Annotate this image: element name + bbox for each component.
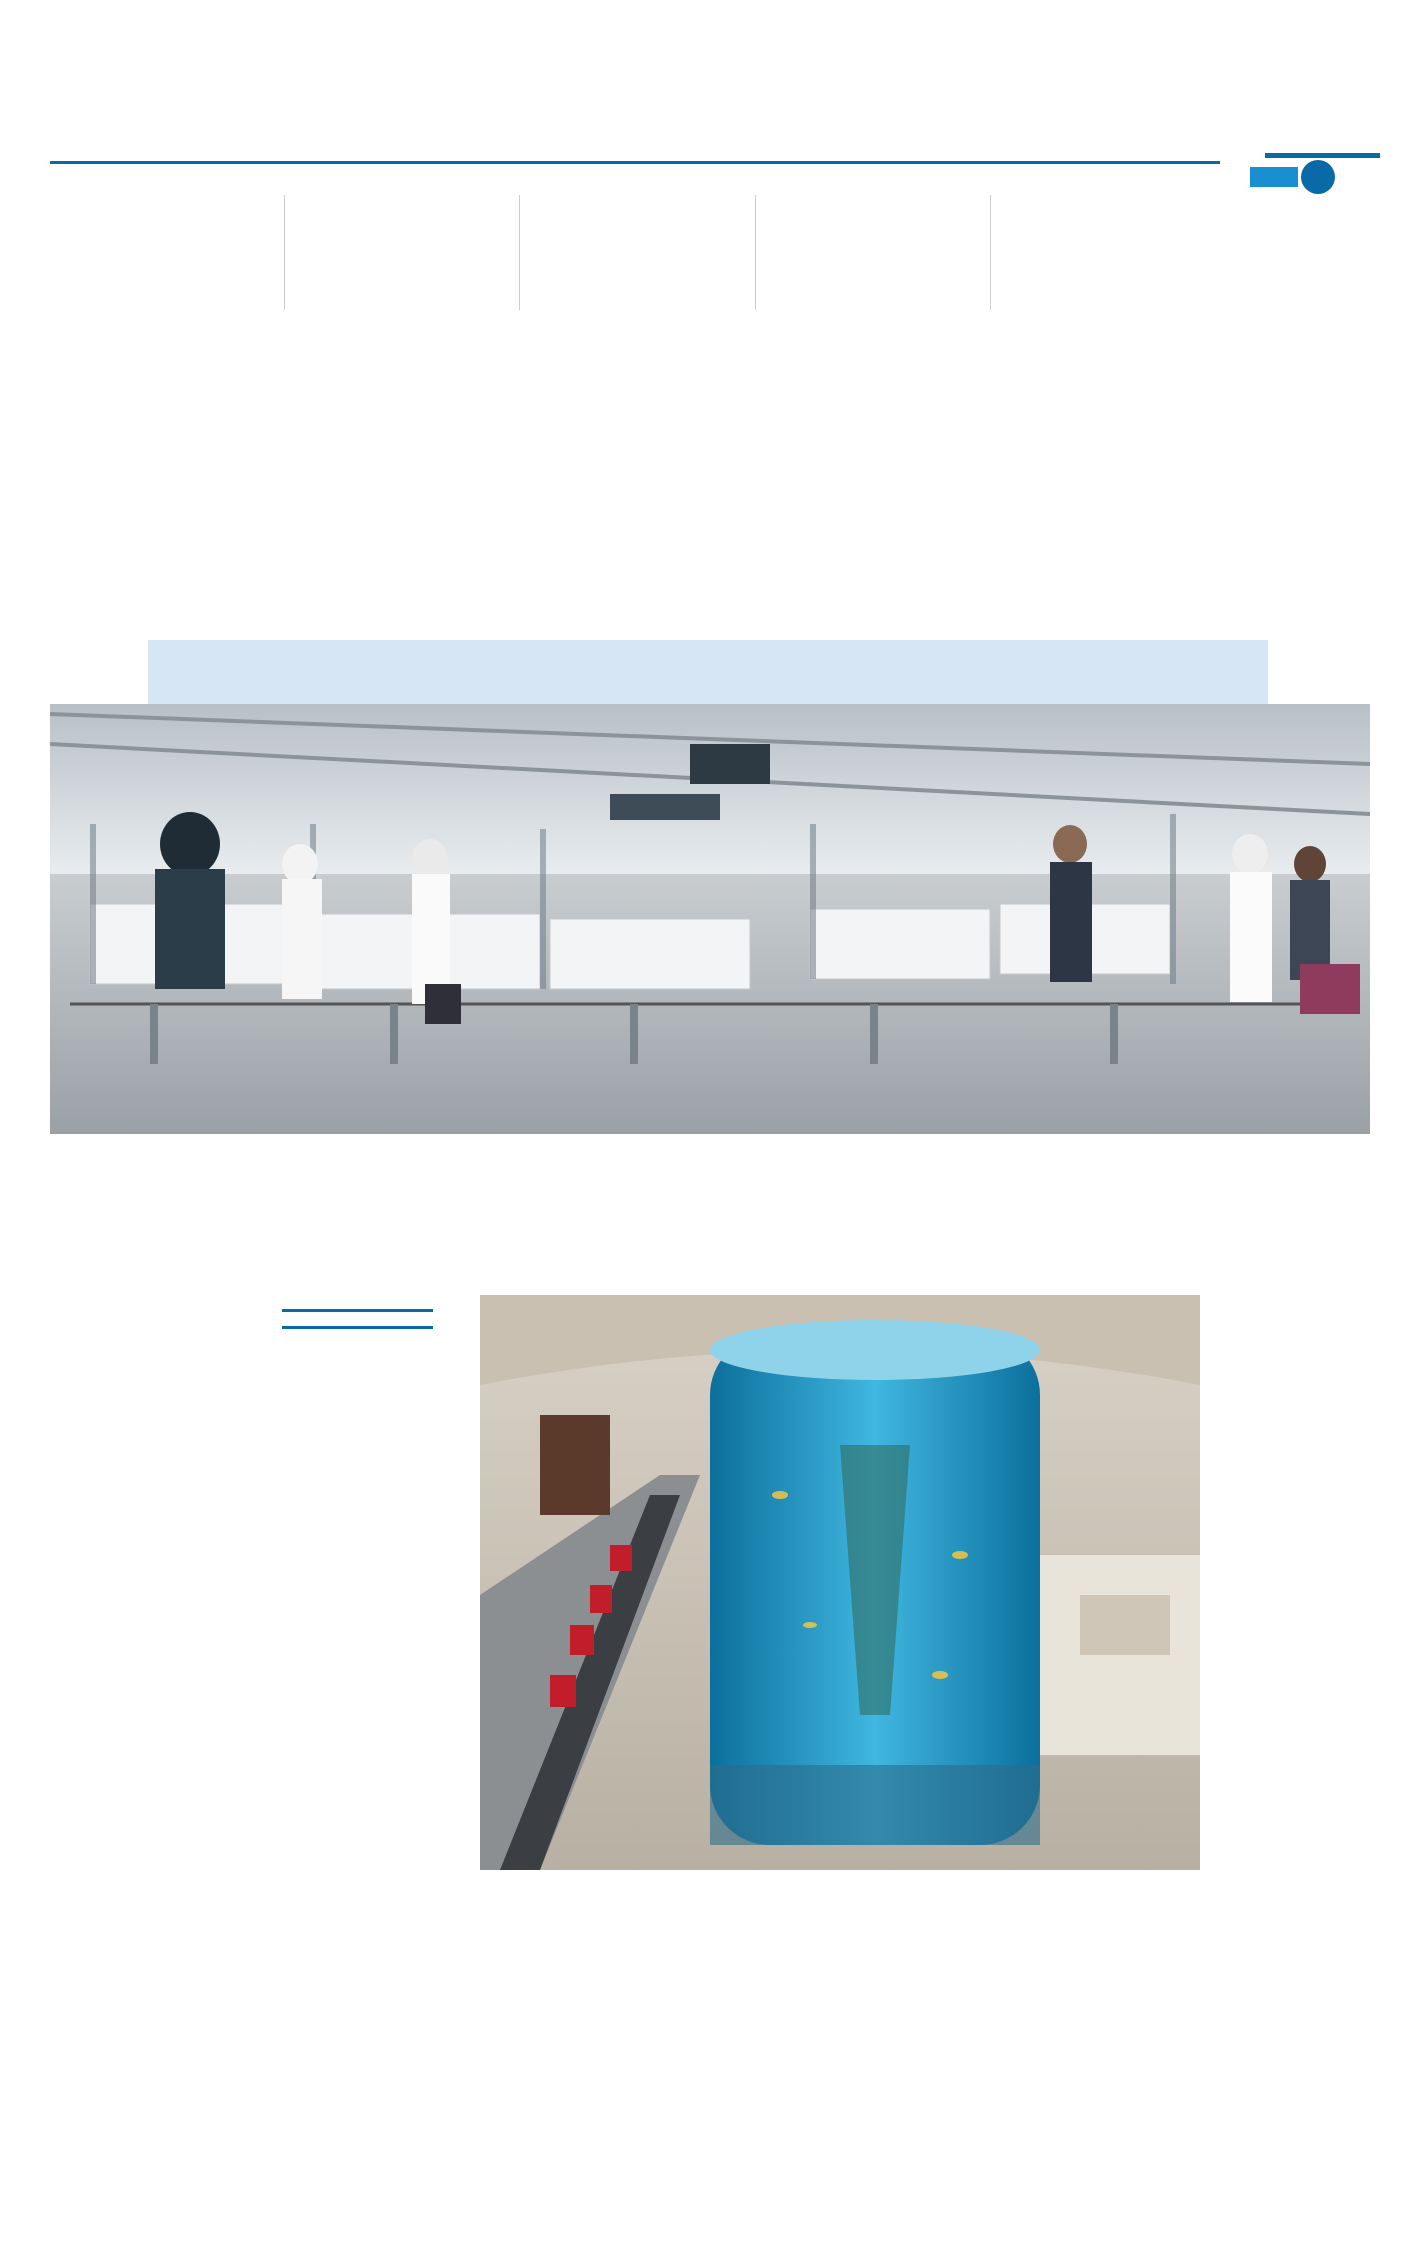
masthead: [50, 95, 1380, 325]
contact-col-hq: [990, 195, 1225, 310]
newspaper-logo: [1250, 95, 1380, 300]
logo-wordmark: [1258, 95, 1368, 150]
stats-sidebar: [250, 1295, 465, 1795]
page-stripe: [1250, 167, 1298, 187]
stat-divider: [282, 1309, 433, 1312]
contacts-bar: [50, 195, 1225, 310]
article-column-right: [1215, 1295, 1370, 2205]
article-column-left: [50, 1295, 235, 2205]
contact-col-admin: [755, 195, 990, 310]
contact-col-editorial: [519, 195, 754, 310]
logo-stripe: [1265, 153, 1380, 158]
article-column-mid-2: [855, 1890, 1025, 2205]
contact-col-ads: [284, 195, 519, 310]
photo-airport-aquarium: [480, 1295, 1200, 1870]
article-column-mid-1: [1035, 1890, 1205, 2205]
article-column-mid-4: [480, 1890, 665, 2205]
dateline: [50, 157, 1220, 164]
aquarium-illustration: [480, 1295, 1200, 1870]
photo-airport-checkin: [50, 704, 1370, 1134]
headline-subhead: [148, 640, 1268, 704]
contact-col-individual: [50, 195, 284, 310]
page-number-badge: [1301, 160, 1335, 194]
airport-hall-illustration: [50, 704, 1370, 1134]
article-column-mid-3: [675, 1890, 845, 2205]
stat-divider: [282, 1326, 433, 1329]
